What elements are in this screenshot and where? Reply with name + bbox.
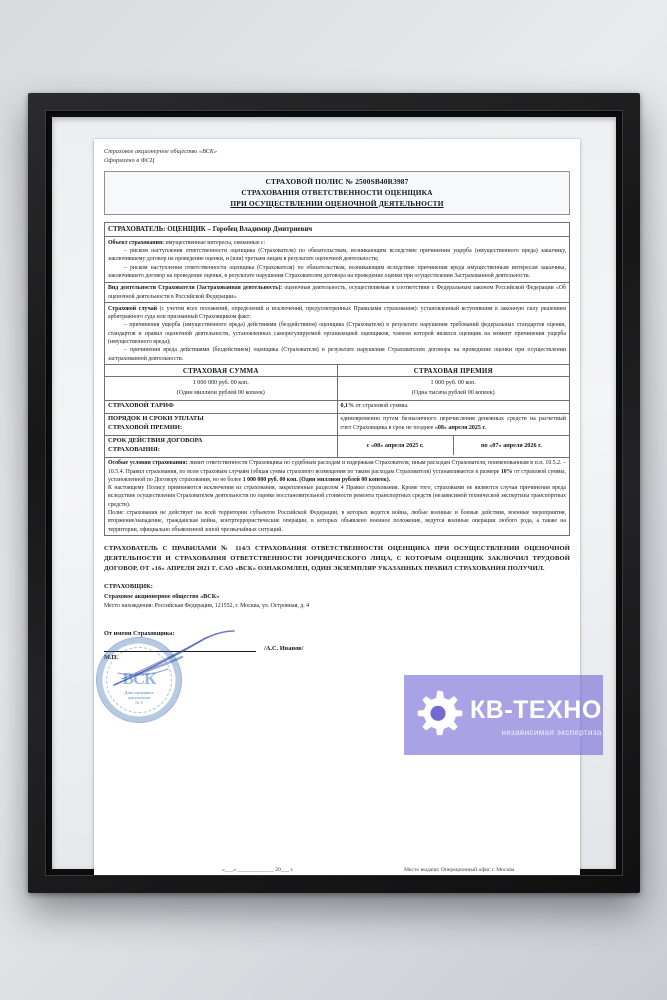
rules-acknowledgement: СТРАХОВАТЕЛЬ С ПРАВИЛАМИ № 114/3 СТРАХОВАНИЯ ОТВЕТСТВЕННОСТИ ОЦЕНЩИКА ПРИ ОСУЩЕСТВЛЕНИИ ОЦЕНОЧНОЙ ДЕЯТЕЛЬНОСТИ И СТРАХОВАНИЯ ОТВЕТСТВЕННОСТИ ЮРИДИЧЕСКОГО ЛИЦА, С КОТОРЫМ ОЦЕНЩИК ЗАКЛЮЧИЛ ТРУДОВОЙ ДОГОВОР, ОТ «16» АПРЕЛЯ 2021 Г. САО «ВСК» ОЗНАКОМЛЕН, ОДИН ЭКЗЕМПЛЯР УКАЗАННЫХ ПРАВИЛ СТРАХОВАНИЯ ПОЛУЧИЛ. xyxy=(104,545,570,572)
watermark-subtitle: независимая экспертиза xyxy=(501,727,602,737)
footer-place: Место выдачи: Операционный офис г. Москва xyxy=(404,867,515,873)
object-intro-text: имущественные интересы, связанные с: xyxy=(165,239,266,246)
payment-value-cell xyxy=(337,413,570,435)
frame-mat xyxy=(52,117,616,873)
title-line-2: СТРАХОВАНИЯ ОТВЕТСТВЕННОСТИ ОЦЕНЩИКА xyxy=(241,188,433,198)
table-row xyxy=(105,303,570,365)
stamp-subtext xyxy=(97,690,181,706)
insurer-label: СТРАХОВЩИК: xyxy=(104,583,153,591)
issued-at-line: Оформлено в ФСЦ xyxy=(104,158,155,165)
table-row xyxy=(105,457,570,536)
table-row xyxy=(105,377,570,401)
activity-text: оценочная деятельность, осуществляемая в соответствии с Федеральным законом Российской Федерации «Об оценочной деятельности в Российской Федерации». xyxy=(108,285,567,300)
handwritten-signature xyxy=(112,629,262,693)
footer-date: «___» _____________ 20___ г. xyxy=(222,867,294,873)
signature-line xyxy=(104,651,256,652)
signatory-name: /А.С. Иванов/ xyxy=(264,644,304,652)
special-limit-percent: 10% xyxy=(500,468,513,475)
stamp-sub-line1: Для страховых xyxy=(124,689,154,695)
special-conditions-cell xyxy=(105,457,570,536)
table-row xyxy=(105,223,570,237)
activity-cell xyxy=(105,282,570,303)
term-to-cell: по «07» апреля 2026 г. xyxy=(453,436,569,455)
stamp-brand-text: ВСК xyxy=(122,668,156,688)
object-label: Объект страхования: xyxy=(108,239,165,246)
object-bullet-2: – причинения ущерба (имущественного вреда) действиями (бездействием) оценщика (Страхователя) в результате нарушения требований федеральных стандартов оценки, стандартов и правил оценочной деятельности, установленных саморегулируемой организацией оценщиков, членом которой являлся оценщик на момент причинения ущерба (имущественного вреда); xyxy=(108,322,566,346)
policyholder-line: СТРАХОВАТЕЛЬ: ОЦЕНЩИК – Горобец Владимир Дмитриевич xyxy=(108,225,313,233)
payment-key-line1: ПОРЯДОК И СРОКИ УПЛАТЫ xyxy=(108,415,204,423)
term-value-cell xyxy=(337,435,570,457)
table-row xyxy=(105,365,570,377)
term-key-line2: СТРАХОВАНИЯ: xyxy=(108,446,160,454)
premium-words: (Одна тысяча рублей 00 копеек) xyxy=(411,389,495,396)
term-from-cell: с «08» апреля 2025 г. xyxy=(366,441,424,449)
premium-value-cell xyxy=(337,377,570,401)
tariff-key-cell: СТРАХОВОЙ ТАРИФ xyxy=(105,400,338,413)
payment-deadline: «08» апреля 2025 г. xyxy=(434,425,486,432)
org-header xyxy=(104,148,570,166)
tariff-percent: 0,1% xyxy=(340,403,354,410)
picture-frame xyxy=(28,93,640,893)
object-intro xyxy=(108,239,566,247)
document-title-box xyxy=(104,171,570,215)
payment-key-line2: СТРАХОВОЙ ПРЕМИИ: xyxy=(108,424,183,432)
watermark-title: КВ-ТЕХНО xyxy=(470,695,602,724)
insurer-address: Место нахождения: Российская Федерация, 121552, г. Москва, ул. Островная, д. 4 xyxy=(104,603,310,610)
tariff-rest: от страховой суммы. xyxy=(354,403,409,410)
special-limit-amount: 1 000 000 руб. 00 коп. (Один миллион рублей 00 копеек). xyxy=(242,476,391,483)
sum-words: (Один миллион рублей 00 копеек) xyxy=(176,389,265,396)
special-text-b: от страховой суммы, установленной по Договору страхования, но не более xyxy=(108,468,566,483)
table-row xyxy=(105,237,570,282)
premium-amount: 1 000 руб. 00 коп. xyxy=(430,379,476,386)
special-text-a: лимит ответственности Страховщика по судебным расходам и издержкам Страхователя, иным расходам Страхователя, поименованным в п.п. 10.5.2. – 10.5.4. Правил страхования, по всем страховым случаям (общая сумма страхового возмещения по таким расходам Страхователя) устанавливается в размере xyxy=(108,460,566,475)
insurance-policy-document xyxy=(94,139,580,875)
table-row xyxy=(105,400,570,413)
activity-label: Вид деятельности Страхователя (Застрахованная деятельность): xyxy=(108,285,283,292)
payment-text: единовременно путем безналичного перечисления денежных средств на расчетный счет Страховщика в срок не позднее xyxy=(340,416,566,432)
round-stamp xyxy=(96,637,182,723)
signature-from-label: От имени Страховщика: xyxy=(104,629,175,637)
insurer-block xyxy=(104,582,570,612)
insured-event-label: Страховой случай xyxy=(108,305,158,312)
policyholder-cell xyxy=(105,223,570,237)
org-name-line: Страховое акционерное общество «ВСК» xyxy=(104,149,218,155)
object-bullet-4: – риском наступления ответственности оценщика (Страхователя) по обязательствам, возникающим вследствие причинения вреда имущественным интересам заказчика, заключившего договор на проведение оценки, в результате нарушения Страхователем договора на проведение оценки при осуществлении Застрахованной деятельности. xyxy=(108,264,566,279)
insured-event-paragraph xyxy=(108,305,566,322)
insurer-name: Страховое акционерное общество «ВСК» xyxy=(104,593,220,601)
table-row xyxy=(105,435,570,457)
insured-event-text: (с учетом всех положений, определений и исключений, предусмотренных Правилами страхования): установленный вступившим в законную силу решением арбитражного суда или признанный Страховщиком факт: xyxy=(108,305,566,321)
term-key-line1: СРОК ДЕЙСТВИЯ ДОГОВОРА xyxy=(108,437,203,445)
gear-icon xyxy=(410,687,466,743)
special-para-2: К настоящему Полису применяются исключения из страхования, закрепленные разделом 4 Правил страхования. Кроме того, страховыми не являются случаи причинения вреда вследствие осуществления Страхователем деятельности по оценке восстановительной стоимости ремонта транспортных средств (независимой технической экспертизы транспортных средств). xyxy=(108,485,566,508)
tariff-value-cell xyxy=(337,400,570,413)
stamp-place-label: М.П. xyxy=(104,653,118,661)
premium-header-cell: СТРАХОВАЯ ПРЕМИЯ xyxy=(337,365,570,377)
table-row xyxy=(105,413,570,435)
special-label: Особые условия страхования: xyxy=(108,460,188,467)
stamp-sub-line3: № 5 xyxy=(135,700,143,706)
object-bullet-3: – причинения вреда действиями (бездействием) оценщика (Страхователя) в результате нарушения Страхователем договора на проведение оценки при осуществлении застрахованной деятельности. xyxy=(108,347,566,362)
sum-amount: 1 000 000 руб. 00 коп. xyxy=(192,379,249,386)
sum-value-cell xyxy=(105,377,338,401)
table-row xyxy=(338,436,570,455)
watermark-text xyxy=(470,694,602,737)
insured-event-cell xyxy=(105,303,570,365)
table-row xyxy=(105,282,570,303)
object-bullet-1: – риском наступления ответственности оценщика (Страхователя) по обязательствам, возникающим вследствие причинения ущерба (имущественного вреда) заказчику, заключившему договор на проведение оценки, и (или) третьим лицам в результате оценочной деятельности; xyxy=(108,248,566,263)
policy-main-table xyxy=(104,222,570,536)
signature-block xyxy=(104,629,570,706)
signature-row xyxy=(104,644,570,706)
payment-key-cell xyxy=(105,413,338,435)
stamp-sub-line2: документов xyxy=(127,695,151,701)
special-para-1 xyxy=(108,459,566,484)
title-line-3: ПРИ ОСУЩЕСТВЛЕНИИ ОЦЕНОЧНОЙ ДЕЯТЕЛЬНОСТИ xyxy=(230,198,444,208)
watermark-overlay xyxy=(404,675,603,755)
special-para-3: Полис страхования не действует на всей территории субъектов Российской Федерации, в которых ведется война, любые военные и боевые действия, военные мероприятия, вторжение/нападение, гражданская война, контртеррористические операции, в которых объявлено военное положение, ведутся военные операции любого рода, а также на территории, официально объявленной зоной чрезвычайных ситуаций. xyxy=(108,510,566,533)
sum-header-cell: СТРАХОВАЯ СУММА xyxy=(105,365,338,377)
object-of-insurance-cell xyxy=(105,237,570,282)
policy-number-title: СТРАХОВОЙ ПОЛИС № 2500SB40R3987 xyxy=(265,177,409,187)
term-key-cell xyxy=(105,435,338,457)
activity-paragraph xyxy=(108,284,566,301)
term-subtable xyxy=(338,436,570,455)
